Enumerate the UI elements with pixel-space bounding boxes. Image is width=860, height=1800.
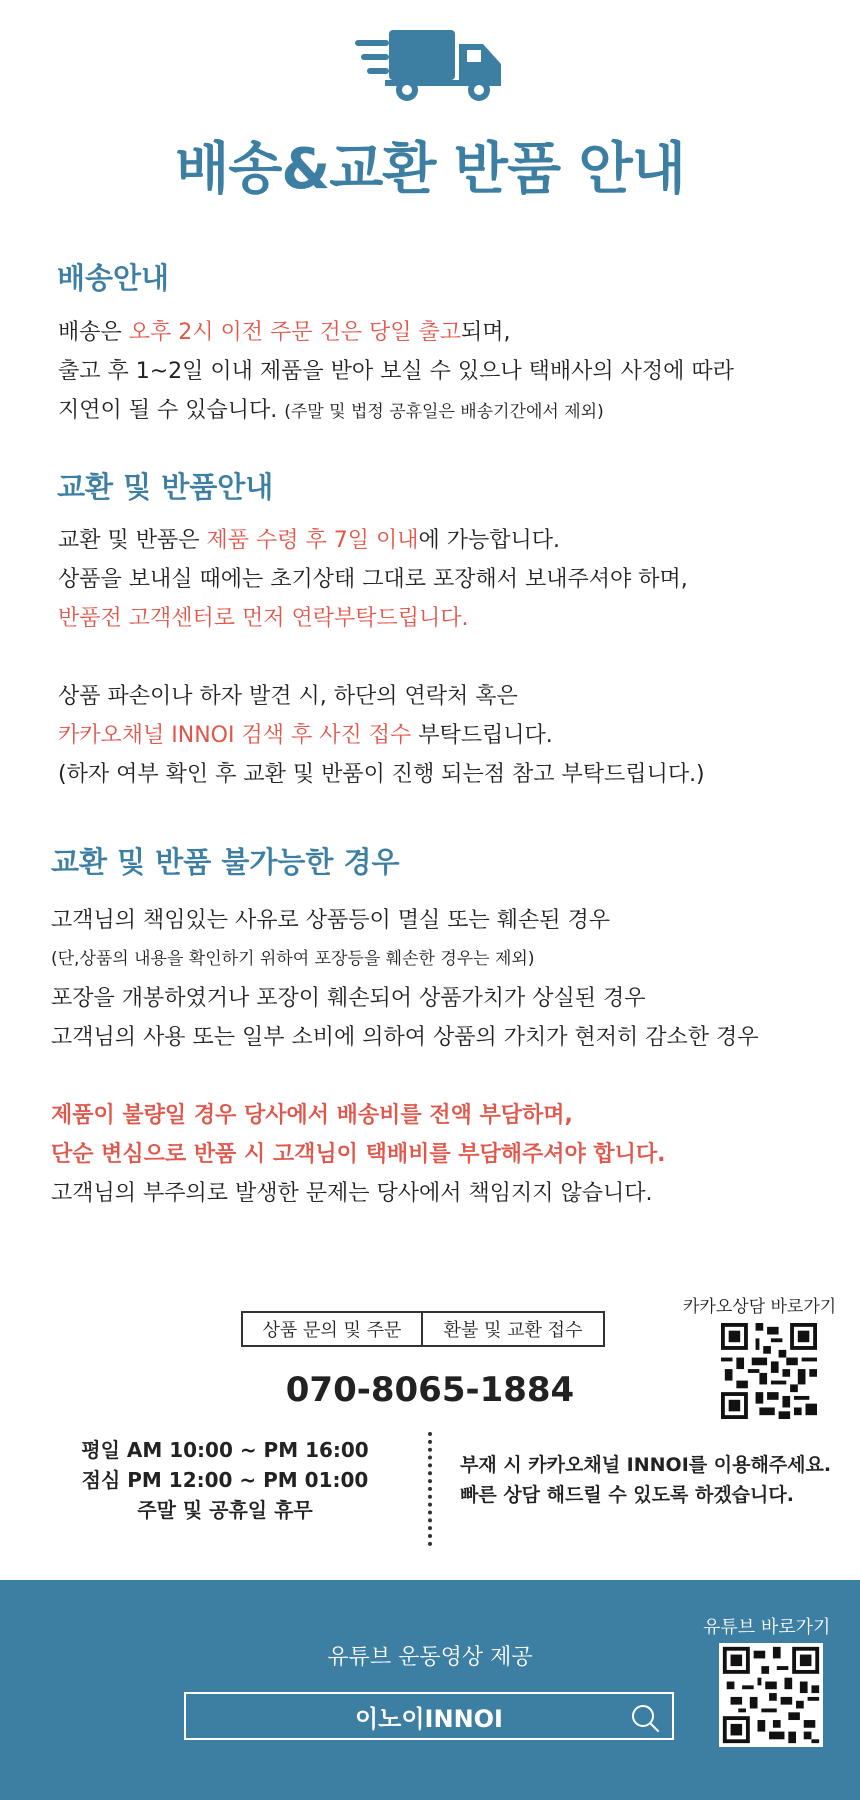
youtube-video-text: 유튜브 운동영상 제공: [327, 1645, 533, 1670]
impossible-section-title: 교환 및 반품 불가능한 경우: [51, 845, 400, 879]
shipping-line-3: 지연이 될 수 있습니다. (주말 및 법정 공휴일은 배송기간에서 제외): [58, 398, 604, 423]
impossible-line-5: 제품이 불량일 경우 당사에서 배송비를 전액 부담하며,: [51, 1103, 573, 1128]
exchange-highlight: 제품 수령 후 7일 이내: [206, 528, 419, 553]
shipping-note: (주말 및 법정 공휴일은 배송기간에서 제외): [284, 402, 604, 422]
exchange-line-2: 상품을 보내실 때에는 초기상태 그대로 포장해서 보내주셔야 하며,: [58, 567, 688, 592]
shipping-section-title: 배송안내: [57, 261, 170, 295]
exchange-line-3: 반품전 고객센터로 먼저 연락부탁드립니다.: [58, 606, 469, 631]
kakao-consult-link[interactable]: 카카오상담 바로가기: [683, 1297, 837, 1317]
youtube-link[interactable]: 유튜브 바로가기: [703, 1617, 831, 1638]
exchange-text: [58, 521, 705, 794]
exchange-line-4: 상품 파손이나 하자 발견 시, 하단의 연락처 혹은: [58, 684, 518, 709]
absence-notice: [460, 1450, 831, 1510]
search-input[interactable]: [184, 1692, 674, 1740]
impossible-line-1: 고객님의 책임있는 사유로 상품등이 멸실 또는 훼손된 경우: [51, 908, 611, 933]
hours-lunch: 점심 PM 12:00 ~ PM 01:00: [81, 1468, 369, 1492]
absence-line-2: 빠른 상담 해드릴 수 있도록 하겠습니다.: [460, 1484, 794, 1506]
absence-line-1: 부재 시 카카오채널 INNOI를 이용해주세요.: [460, 1454, 832, 1476]
contact-buttons: [241, 1311, 605, 1347]
impossible-line-6: 단순 변심으로 반품 시 고객님이 택배비를 부담해주셔야 합니다.: [51, 1142, 666, 1167]
delivery-truck-icon: [355, 30, 505, 102]
exchange-line-5: 카카오채널 INNOI 검색 후 사진 접수 부탁드립니다.: [58, 723, 553, 748]
exchange-section-title: 교환 및 반품안내: [57, 470, 274, 504]
hours-holiday: 주말 및 공휴일 휴무: [137, 1498, 313, 1522]
impossible-line-4: 고객님의 사용 또는 일부 소비에 의하여 상품의 가치가 현저히 감소한 경우: [51, 1025, 759, 1050]
refund-exchange-button[interactable]: 환불 및 교환 접수: [421, 1311, 605, 1347]
impossible-line-2: (단,상품의 내용을 확인하기 위하여 포장등을 훼손한 경우는 제외): [51, 949, 535, 969]
search-icon[interactable]: [630, 1703, 660, 1733]
product-inquiry-button[interactable]: 상품 문의 및 주문: [241, 1311, 423, 1347]
page-title: 배송&교환 반품 안내: [175, 137, 685, 202]
shipping-line-1: 배송은 오후 2시 이전 주문 건은 당일 출고되며,: [58, 320, 511, 345]
exchange-line-1: 교환 및 반품은 제품 수령 후 7일 이내에 가능합니다.: [58, 528, 560, 553]
impossible-text: [51, 901, 759, 1213]
search-text: 이노이INNOI: [355, 1704, 503, 1733]
shipping-text: [58, 313, 734, 432]
impossible-line-7: 고객님의 부주의로 발생한 문제는 당사에서 책임지지 않습니다.: [51, 1181, 653, 1206]
phone-number: 070-8065-1884: [285, 1370, 575, 1410]
impossible-line-3: 포장을 개봉하였거나 포장이 훼손되어 상품가치가 상실된 경우: [51, 986, 646, 1011]
exchange-line-6: (하자 여부 확인 후 교환 및 반품이 진행 되는점 참고 부탁드립니다.): [58, 762, 705, 787]
dotted-divider: [428, 1432, 432, 1546]
shipping-highlight: 오후 2시 이전 주문 건은 당일 출고: [128, 320, 461, 345]
shipping-line-2: 출고 후 1~2일 이내 제품을 받아 보실 수 있으나 택배사의 사정에 따라: [58, 359, 734, 384]
business-hours: [80, 1435, 370, 1525]
hours-weekday: 평일 AM 10:00 ~ PM 16:00: [81, 1438, 369, 1462]
